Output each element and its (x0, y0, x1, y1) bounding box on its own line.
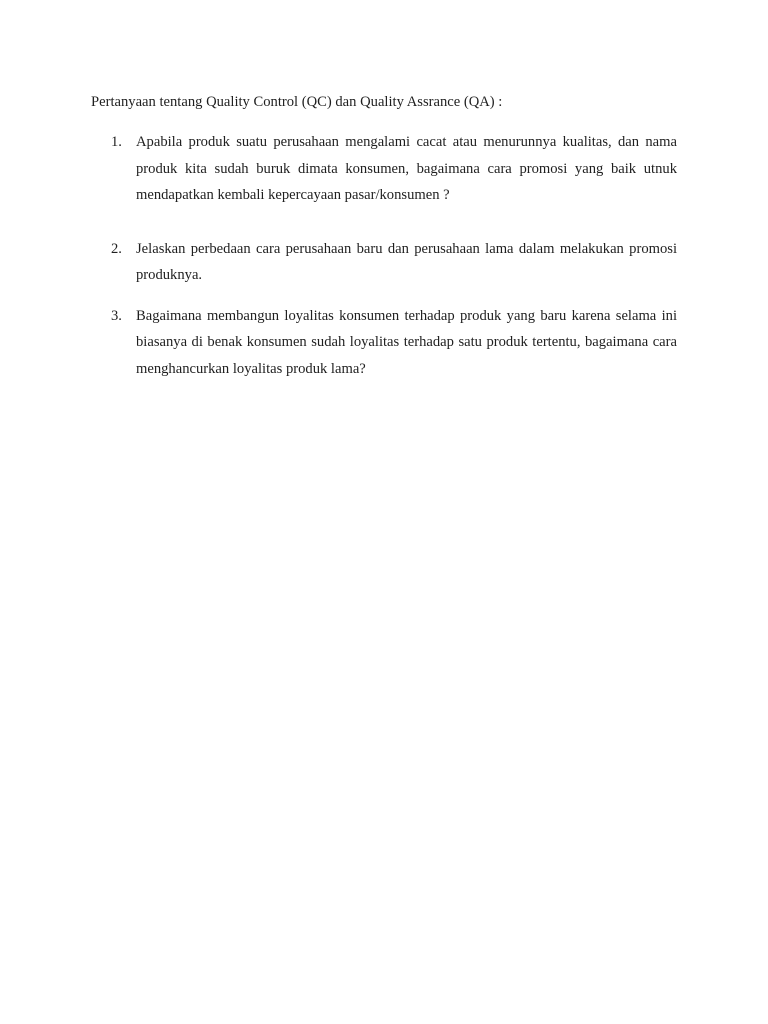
document-heading: Pertanyaan tentang Quality Control (QC) dan Quality Assrance (QA) : (91, 94, 503, 110)
question-item-2 (91, 236, 677, 289)
question-number: 2. (111, 240, 122, 257)
question-text: Bagaimana membangun loyalitas konsumen terhadap produk yang baru karena selama ini biasanya di benak konsumen sudah loyalitas terhadap satu produk tertentu, bagaimana cara menghancurkan loyalitas produk lama? (136, 307, 677, 377)
question-list (91, 129, 677, 382)
question-text: Jelaskan perbedaan cara perusahaan baru dan perusahaan lama dalam melakukan promosi produknya. (136, 240, 677, 283)
question-item-1 (91, 129, 677, 209)
question-number: 1. (111, 134, 122, 150)
question-text: Apabila produk suatu perusahaan mengalami cacat atau menurunnya kualitas, dan nama produk kita sudah buruk dimata konsumen, bagaimana cara promosi yang baik utnuk mendapatkan kembali kepercayaan pasar/konsumen ? (136, 134, 677, 203)
question-item-3 (91, 303, 677, 383)
question-number: 3. (111, 307, 122, 324)
